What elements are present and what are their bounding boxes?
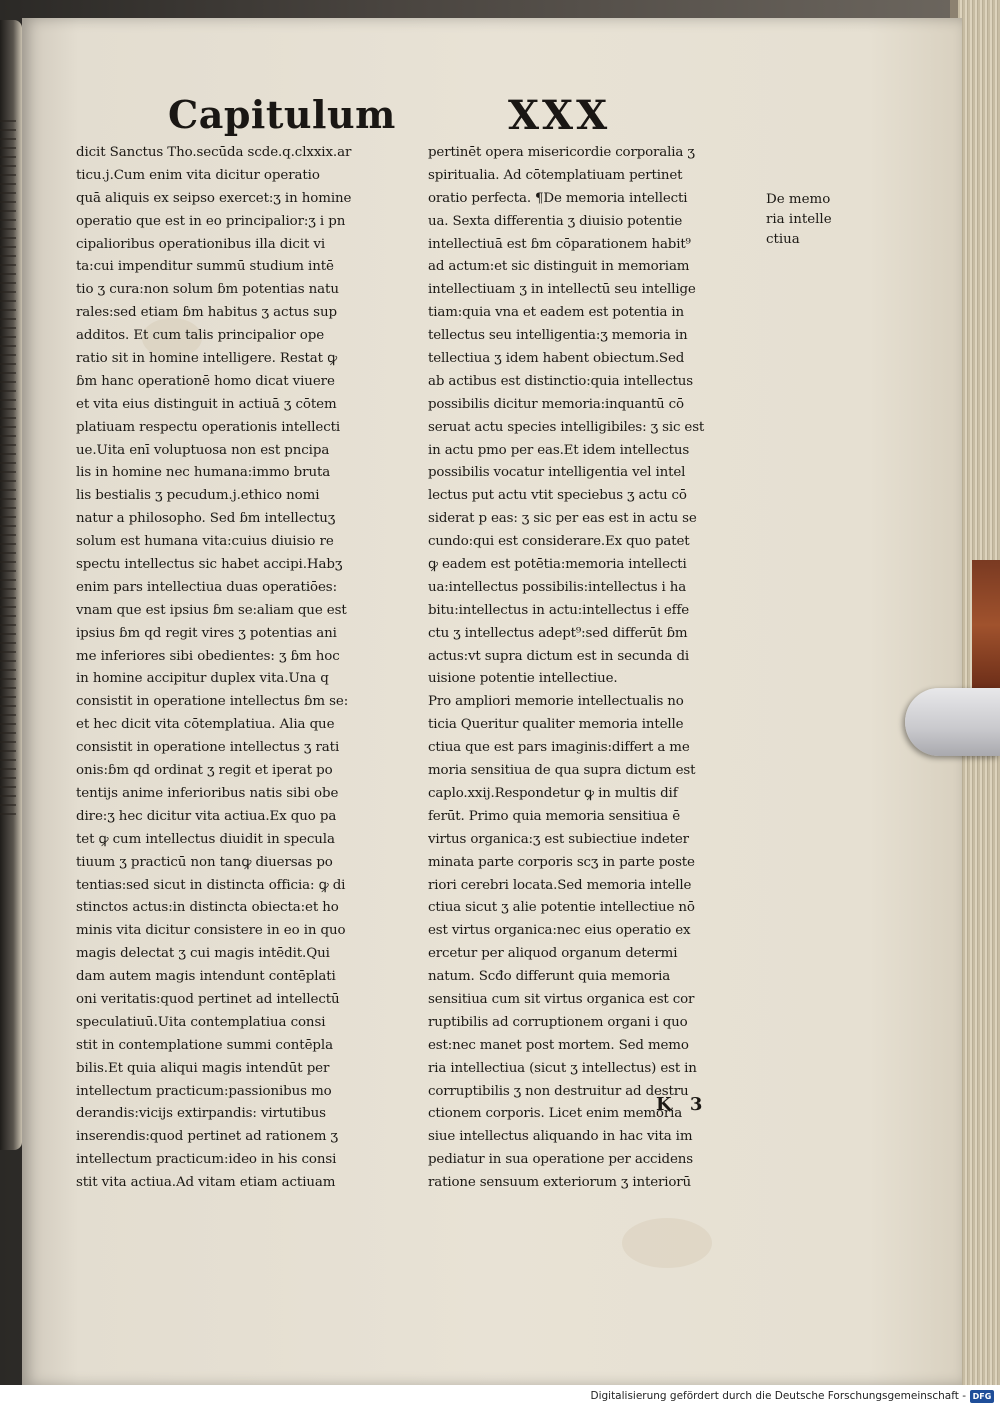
text-line: ctiua sicut ʒ alie potentie intellectiue nō <box>428 900 695 916</box>
text-line: dam autem magis intendunt contēplati <box>76 969 336 985</box>
text-line: tellectus seu intelligentia:ʒ memoria in <box>428 328 688 344</box>
text-line: siue intellectus aliquando in hac vita im <box>428 1129 693 1145</box>
margin-note <box>766 190 836 250</box>
text-line: actus:vt supra dictum est in secunda di <box>428 648 690 664</box>
text-line: additos. Et cum talis principalior ope <box>76 328 325 344</box>
text-line: solum est humana vita:cuius diuisio re <box>76 534 334 550</box>
text-line: intellectiuam ʒ in intellectū seu intellige <box>428 282 696 298</box>
text-line: bilis.Et quia aliqui magis intendūt per <box>76 1060 330 1076</box>
text-line: possibilis vocatur intelligentia vel intel <box>428 465 686 481</box>
text-line: ua:intellectus possibilis:intellectus i ha <box>428 579 687 595</box>
text-line: Pro ampliori memorie intellectualis no <box>428 694 684 710</box>
text-line: ferūt. Primo quia memoria sensitiua ē <box>428 808 681 824</box>
text-line: natum. Scđo differunt quia memoria <box>428 969 671 985</box>
text-line: consistit in operatione intellectus ʒ rati <box>76 740 340 756</box>
text-line: stit vita actiua.Ad vitam etiam actiuam <box>76 1175 336 1191</box>
text-line: derandis:vicijs extirpandis: virtutibus <box>76 1106 326 1122</box>
text-line: et hec dicit vita cōtemplatiua. Alia que <box>76 717 335 733</box>
text-line: riori cerebri locata.Sed memoria intelle <box>428 877 692 893</box>
text-line: ue.Uita enī voluptuosa non est pncipa <box>76 442 330 458</box>
text-line: pediatur in sua operatione per accidens <box>428 1152 693 1168</box>
dfg-logo: DFG <box>970 1390 994 1403</box>
text-line: ab actibus est distinctio:quia intellectus <box>428 373 693 389</box>
text-line: lis bestialis ʒ pecudum.j.ethico nomi <box>76 488 320 504</box>
text-line: vnam que est ipsius ɓm se:aliam que est <box>76 602 347 618</box>
text-line: dire:ʒ hec dicitur vita actiua.Ex quo pa <box>76 808 337 824</box>
text-line: et vita eius distinguit in actiuā ʒ cōtem <box>76 396 337 412</box>
text-line: ipsius ɓm qd regit vires ʒ potentias ani <box>76 625 337 641</box>
text-line: est virtus organica:nec eius operatio ex <box>428 923 691 939</box>
margin-note-line: De memo <box>766 192 831 207</box>
text-line: tet ꝙ cum intellectus diuidit in specula <box>76 831 335 847</box>
text-line: tentijs anime inferioribus natis sibi obe <box>76 785 339 801</box>
text-line: ctiua que est pars imaginis:differt a me <box>428 740 690 756</box>
text-line: onis:ɓm qd ordinat ʒ regit et iperat po <box>76 763 333 779</box>
text-line: est:nec manet post mortem. Sed memo <box>428 1037 689 1053</box>
text-line: uisione potentie intellectiue. <box>428 671 618 687</box>
text-line: natur a philosopho. Sed ɓm intellectuʒ <box>76 511 336 527</box>
text-line: bitu:intellectus in actu:intellectus i effe <box>428 602 690 618</box>
text-line: tiuum ʒ practicū non tanꝙ diuersas po <box>76 854 333 870</box>
margin-note-line: ria intelle <box>766 212 832 227</box>
text-line: ɓm hanc operationē homo dicat viuere <box>76 373 335 389</box>
text-line: ꝙ eadem est potētia:memoria intellecti <box>428 557 687 573</box>
text-line: rales:sed etiam ɓm habitus ʒ actus sup <box>76 305 337 321</box>
text-line: stinctos actus:in distincta obiecta:et ho <box>76 900 339 916</box>
text-line: siderat p eas: ʒ sic per eas est in actu se <box>428 511 697 527</box>
text-line: quā aliquis ex seipso exercet:ʒ in homine <box>76 190 352 206</box>
text-line: dicit Sanctus Tho.secūda scde.q.clxxix.ar <box>76 145 352 160</box>
text-line: spectu intellectus sic habet accipi.Habʒ <box>76 557 343 573</box>
text-line: me inferiores sibi obedientes: ʒ ɓm hoc <box>76 648 340 664</box>
text-line: cundo:qui est considerare.Ex quo patet <box>428 534 690 550</box>
margin-note-line: ctiua <box>766 232 800 247</box>
text-line: spiritualia. Ad cōtemplatiuam pertinet <box>428 167 683 183</box>
left-text-column <box>76 142 416 1195</box>
text-line: tellectiua ʒ idem habent obiectum.Sed <box>428 351 685 367</box>
header-chapter-number: XXX <box>508 92 611 139</box>
text-line: inserendis:quod pertinet ad rationem ʒ <box>76 1129 338 1145</box>
text-line: ruptibilis ad corruptionem organi i quo <box>428 1014 688 1030</box>
text-line: platiuam respectu operationis intellecti <box>76 419 341 435</box>
right-text-column <box>428 142 770 1195</box>
text-line: speculatiuū.Uita contemplatiua consi <box>76 1014 326 1030</box>
text-line: intellectum practicum:passionibus mo <box>76 1083 332 1099</box>
text-line: oratio perfecta. ¶De memoria intellecti <box>428 190 688 206</box>
text-line: tentias:sed sicut in distincta officia: ꝙ di <box>76 877 346 893</box>
text-line: ua. Sexta differentia ʒ diuisio potentie <box>428 213 683 229</box>
text-line: ticia Queritur qualiter memoria intelle <box>428 717 684 733</box>
header-capitulum: Capitulum <box>168 92 396 137</box>
red-bookmark <box>972 560 1000 690</box>
text-line: caplo.xxij.Respondetur ꝙ in multis dif <box>428 785 678 801</box>
text-line: ta:cui impenditur summū studium intē <box>76 259 334 275</box>
text-line: ad actum:et sic distinguit in memoriam <box>428 259 690 275</box>
text-line: in homine accipitur duplex vita.Una q <box>76 671 329 687</box>
text-line: ctu ʒ intellectus adept⁹:sed differūt ɓm <box>428 625 688 641</box>
text-line: ria intellectiua (sicut ʒ intellectus) est in <box>428 1060 697 1076</box>
text-line: moria sensitiua de qua supra dictum est <box>428 763 696 779</box>
text-line: lectus put actu vtit speciebus ʒ actu cō <box>428 488 687 504</box>
credit-bar <box>0 1385 1000 1409</box>
text-line: intellectiuā est ɓm cōparationem habit⁹ <box>428 236 691 252</box>
text-line: operatio que est in eo principalior:ʒ i pn <box>76 213 346 229</box>
text-line: pertinēt opera misericordie corporalia ʒ <box>428 145 695 160</box>
text-line: stit in contemplatione summi contēpla <box>76 1037 333 1053</box>
text-line: oni veritatis:quod pertinet ad intellectū <box>76 991 340 1007</box>
text-line: magis delectat ʒ cui magis intēdit.Qui <box>76 946 330 962</box>
text-line: tio ʒ cura:non solum ɓm potentias natu <box>76 282 339 298</box>
text-line: ratione sensuum exteriorum ʒ interiorū <box>428 1175 692 1191</box>
adjacent-page-text <box>0 120 16 820</box>
digitization-credit: Digitalisierung gefördert durch die Deutsche Forschungsgemeinschaft - <box>590 1390 966 1402</box>
text-line: corruptibilis ʒ non destruitur ad destru <box>428 1083 689 1099</box>
text-line: intellectum practicum:ideo in his consi <box>76 1152 337 1168</box>
paper-stain <box>622 1218 712 1268</box>
text-line: sensitiua cum sit virtus organica est cor <box>428 991 695 1007</box>
text-line: minata parte corporis scʒ in parte poste <box>428 854 695 870</box>
text-line: ticu.j.Cum enim vita dicitur operatio <box>76 167 320 183</box>
text-line: possibilis dicitur memoria:inquantū cō <box>428 396 684 412</box>
text-line: enim pars intellectiua duas operatiōes: <box>76 579 337 595</box>
text-line: ctionem corporis. Licet enim memoria <box>428 1106 683 1122</box>
text-line: ercetur per aliquod organum determi <box>428 946 678 962</box>
text-line: consistit in operatione intellectus ɓm se: <box>76 694 349 710</box>
text-line: tiam:quia vna et eadem est potentia in <box>428 305 685 321</box>
text-line: virtus organica:ʒ est subiectiue indeter <box>428 831 689 847</box>
page-clip <box>905 688 1000 756</box>
text-line: lis in homine nec humana:immo bruta <box>76 465 331 481</box>
text-line: minis vita dicitur consistere in eo in quo <box>76 923 346 939</box>
signature-mark: K 3 <box>656 1094 709 1115</box>
text-line: seruat actu species intelligibiles: ʒ sic est <box>428 419 705 435</box>
text-line: cipalioribus operationibus illa dicit vi <box>76 236 326 252</box>
text-line: ratio sit in homine intelligere. Restat ꝙ <box>76 351 338 367</box>
text-line: in actu pmo per eas.Et idem intellectus <box>428 442 690 458</box>
